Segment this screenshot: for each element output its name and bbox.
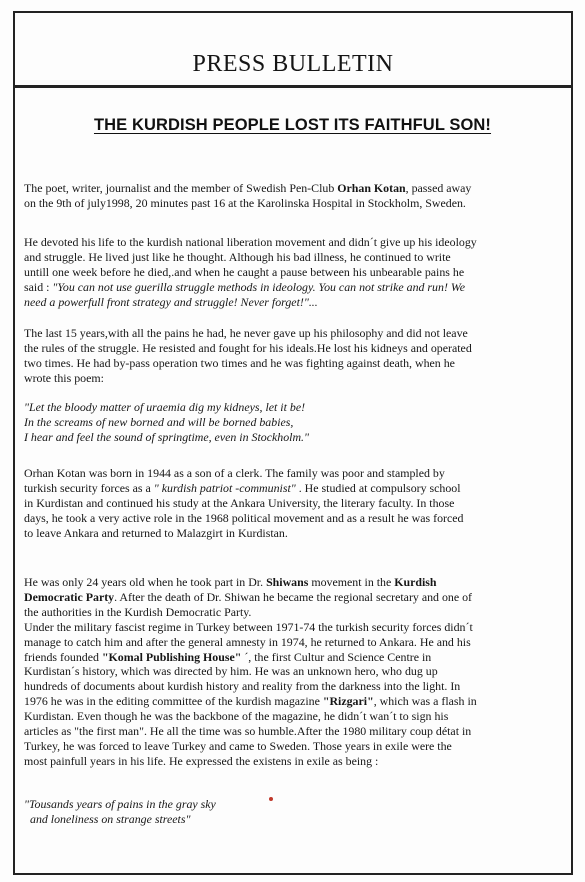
headline: THE KURDISH PEOPLE LOST ITS FAITHFUL SON! bbox=[93, 116, 492, 134]
text-run: , which was a flash in bbox=[373, 694, 477, 709]
paragraph-5 bbox=[24, 575, 569, 769]
text-run: . He studied at compulsory school bbox=[295, 480, 461, 495]
quote-text: "You can not use guerilla struggle methods in ideology. You can not strike and run! We bbox=[52, 279, 465, 294]
poem-line: and loneliness on strange streets" bbox=[30, 811, 191, 826]
page-title: PRESS BULLETIN bbox=[192, 51, 394, 77]
poem-line: In the screams of new borned and will be borned babies, bbox=[24, 414, 294, 429]
text-line: and struggle. He lived just like he thought. Although his bad illness, he continued to write bbox=[24, 249, 451, 264]
text-line: untill one week before he died,.and when he caught a pause between his unbearable pains he bbox=[24, 264, 465, 279]
text-line: the rules of the struggle. He resisted and fought for his ideals.He lost his kidneys and operated bbox=[24, 340, 472, 355]
text-line bbox=[24, 280, 569, 295]
organization-name: "Komal Publishing House" bbox=[101, 649, 242, 664]
text-run: said : bbox=[24, 279, 53, 294]
text-run: , passed away bbox=[405, 181, 472, 195]
text-line: in Kurdistan and continued his study at the Ankara University, the literary faculty. In those bbox=[24, 495, 455, 510]
text-line: He devoted his life to the kurdish national liberation movement and didn´t give up his ideology bbox=[24, 235, 477, 249]
text-line: Kurdistan´s history, which was directed by him. He was an unknown hero, who dug up bbox=[24, 664, 438, 679]
text-line bbox=[24, 650, 569, 665]
poem-line: I hear and feel the sound of springtime, even in Stockholm." bbox=[24, 429, 310, 444]
paragraph-1 bbox=[24, 181, 569, 211]
text-line bbox=[24, 181, 569, 196]
paragraph-2 bbox=[24, 235, 569, 310]
paragraph-3 bbox=[24, 326, 569, 386]
text-line: articles as "the first man". He all the time was so humble.After the 1980 military coup détat in bbox=[24, 724, 472, 739]
text-run: He was only 24 years old when he took part in Dr. bbox=[24, 575, 267, 589]
quote-text: need a powerfull front strategy and struggle! Never forget!"... bbox=[24, 294, 318, 309]
text-line: most painfull years in his life. He expressed the existens in exile as being : bbox=[24, 753, 379, 768]
text-line bbox=[24, 575, 569, 590]
poem-1 bbox=[24, 400, 569, 445]
text-run: movement in the bbox=[308, 575, 395, 589]
text-line: The last 15 years,with all the pains he had, he never gave up his philosophy and did not leave bbox=[24, 326, 468, 340]
text-line: hundreds of documents about kurdish history and reality from the darkness into the light. In bbox=[24, 679, 461, 694]
text-line: Kurdistan. Even though he was the backbone of the magazine, he didn´t wan´t to sign his bbox=[24, 709, 449, 724]
text-run: The poet, writer, journalist and the member of Swedish Pen-Club bbox=[24, 181, 338, 195]
header bbox=[13, 11, 573, 89]
text-line: manage to catch him and after the general amnesty in 1974, he returned to Ankara. He and his bbox=[24, 634, 471, 649]
text-line: to leave Ankara and returned to Malazgirt in Kurdistan. bbox=[24, 525, 288, 540]
text-line bbox=[24, 590, 569, 605]
text-run: ´, the first Cultur and Science Centre in bbox=[241, 649, 432, 664]
ink-dot bbox=[269, 797, 273, 801]
text-line: Orhan Kotan was born in 1944 as a son of a clerk. The family was poor and stampled by bbox=[24, 466, 445, 480]
text-run: 1976 he was in the editing committee of the kurdish magazine bbox=[24, 694, 323, 709]
text-line: Under the military fascist regime in Turkey between 1971-74 the turkish security forces didn´t bbox=[24, 619, 473, 634]
text-line: the authorities in the Kurdish Democratic Party. bbox=[24, 604, 252, 619]
paragraph-4 bbox=[24, 466, 569, 541]
text-run: turkish security forces as a bbox=[24, 480, 154, 495]
magazine-name: "Rizgari" bbox=[322, 694, 374, 709]
text-line bbox=[24, 694, 569, 709]
text-run: . After the death of Dr. Shiwan he became the regional secretary and one of bbox=[114, 589, 473, 604]
text-line: Turkey, he was forced to leave Turkey and came to Sweden. Those years in exile were the bbox=[24, 738, 452, 753]
text-line: two times. He had by-pass operation two times and he was fighting against death, when he bbox=[24, 355, 455, 370]
text-line: on the 9th of july1998, 20 minutes past 16 at the Karolinska Hospital in Stockholm, Sweden. bbox=[24, 195, 466, 210]
poem-2 bbox=[24, 797, 569, 827]
organization-name: Democratic Party bbox=[24, 589, 115, 604]
text-line: wrote this poem: bbox=[24, 370, 104, 385]
organization-name: Kurdish bbox=[394, 575, 437, 589]
text-line bbox=[24, 481, 569, 496]
person-name: Orhan Kotan bbox=[337, 181, 406, 195]
poem-line: "Tousands years of pains in the gray sky bbox=[24, 797, 216, 811]
person-name: Shiwans bbox=[266, 575, 309, 589]
poem-line: "Let the bloody matter of uraemia dig my kidneys, let it be! bbox=[24, 400, 306, 414]
header-divider bbox=[13, 85, 573, 88]
text-run: friends founded bbox=[24, 649, 102, 664]
quote-text: " kurdish patriot -communist" bbox=[153, 480, 296, 495]
text-line: days, he took a very active role in the 1968 political movement and as a result he was forced bbox=[24, 510, 464, 525]
